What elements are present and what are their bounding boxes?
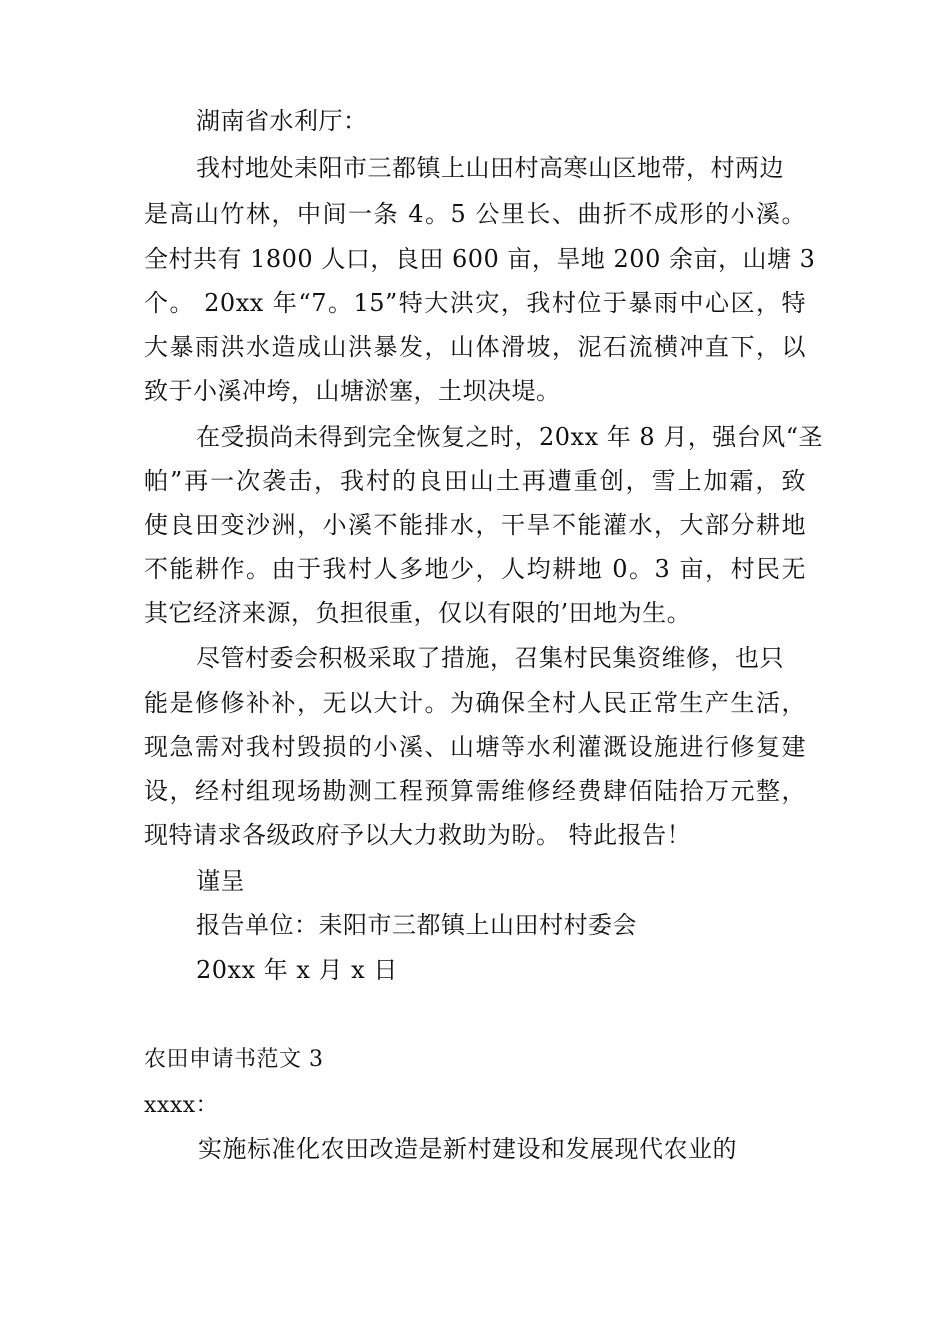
paragraph3-line3: 现急需对我村毁损的小溪、山塘等水利灌溉设施进行修复建 (144, 733, 806, 761)
paragraph1-line4: 个。 20xx 年“7。15”特大洪灾，我村位于暴雨中心区，特 (144, 289, 806, 317)
paragraph2-line2: 帕”再一次袭击，我村的良田山土再遭重创，雪上加霜，致 (144, 467, 806, 495)
section-salutation: xxxx： (144, 1093, 219, 1118)
paragraph1-line2: 是高山竹林，中间一条 4。5 公里长、曲折不成形的小溪。 (144, 200, 806, 228)
paragraph2-line3: 使良田变沙洲，小溪不能排水，干旱不能灌水，大部分耕地 (144, 511, 806, 539)
paragraph3-line4: 设，经村组现场勘测工程预算需维修经费肆佰陆拾万元整， (144, 777, 806, 805)
paragraph1-line3: 全村共有 1800 人口，良田 600 亩，旱地 200 余亩，山塘 3 (144, 245, 816, 273)
report-date: 20xx 年 x 月 x 日 (196, 956, 398, 984)
letter-salutation: 湖南省水利厅： (196, 107, 368, 135)
paragraph1-line5: 大暴雨洪水造成山洪暴发，山体滑坡，泥石流横冲直下，以 (144, 333, 806, 361)
closing-text: 谨呈 (196, 867, 245, 895)
paragraph3-line1: 尽管村委会积极采取了措施，召集村民集资维修，也只 (196, 644, 784, 672)
paragraph2-line4: 不能耕作。由于我村人多地少，人均耕地 0。3 亩，村民无 (144, 555, 806, 583)
paragraph1-line1: 我村地处耒阳市三都镇上山田村高寒山区地带，村两边 (196, 154, 784, 182)
paragraph1-line6: 致于小溪冲垮，山塘淤塞，土坝决堤。 (144, 377, 561, 405)
report-unit: 报告单位：耒阳市三都镇上山田村村委会 (196, 911, 637, 939)
paragraph3-line5: 现特请求各级政府予以大力救助为盼。 特此报告！ (144, 821, 692, 849)
section-first-line: 实施标准化农田改造是新村建设和发展现代农业的 (198, 1135, 737, 1163)
paragraph2-line5: 其它经济来源，负担很重，仅以有限的’田地为生。 (144, 599, 692, 627)
paragraph3-line2: 能是修修补补，无以大计。为确保全村人民正常生产生活， (144, 689, 806, 717)
paragraph2-line1: 在受损尚未得到完全恢复之时，20xx 年 8 月，强台风“圣 (196, 423, 824, 451)
section-title: 农田申请书范文 3 (144, 1047, 324, 1072)
